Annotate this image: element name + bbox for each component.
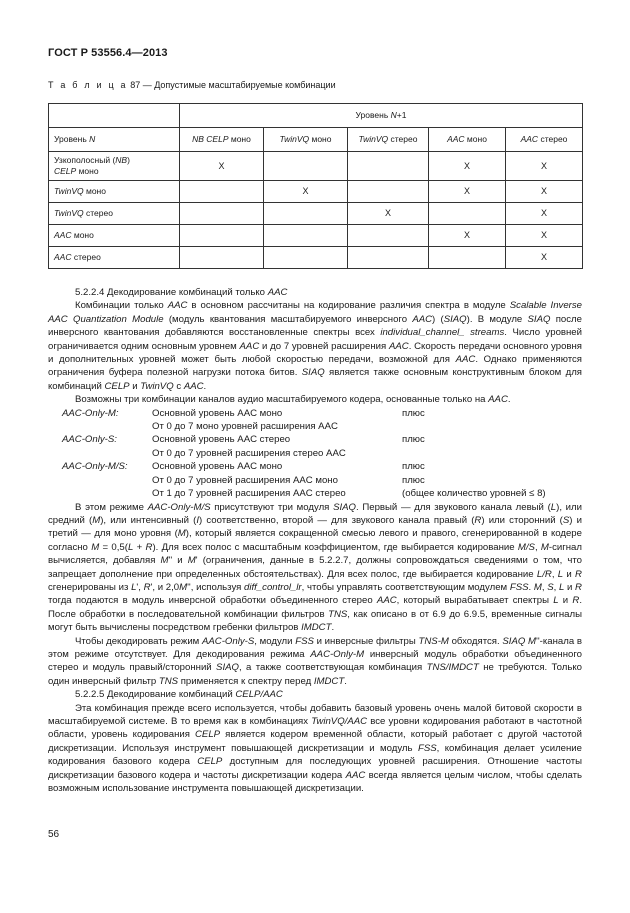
table-row xyxy=(49,247,583,269)
combo-desc: От 0 до 7 уровней расширения AAC моно xyxy=(152,474,338,486)
table-caption xyxy=(48,80,336,90)
section-heading: 5.2.2.5 Декодирование комбинаций CELP/AAC xyxy=(75,689,283,701)
combo-desc: Основной уровень AAC моно xyxy=(152,461,283,473)
paragraph: Комбинации только AAC в основном рассчитаны на кодирование различия спектра в модуле Scalable Inverse AAC Quantization Module (модуль квантования масштабируемого инверсного AAC) (SIAQ). В модуле SIAQ после инверсного квантования добавляются восстановленные спектры всех individual_channel_ streams. Число уровней ограничивается одним основным уровнем AAC и до 7 уровней расширения AAC. Скорость передачи основного уровня и дополнительных уровней может быть любой скоростью передачи, возможной для AAC. Однако применяются ограничения буфера полезной нагрузки потока битов. SIAQ является также основным конструктивным блоком для комбинаций CELP и TwinVQ с AAC. xyxy=(48,300,583,392)
col-header: AAC стерео xyxy=(506,128,583,152)
col-header: AAC моно xyxy=(429,128,506,152)
cell xyxy=(264,225,348,247)
cell xyxy=(180,247,264,269)
document-header: ГОСТ Р 53556.4—2013 xyxy=(48,47,168,59)
combo-key xyxy=(48,447,152,460)
combo-note: (общее количество уровней ≤ 8) xyxy=(402,488,546,500)
table-row xyxy=(49,181,583,203)
table-row xyxy=(49,152,583,181)
cell: X xyxy=(506,152,583,181)
combo-desc: От 0 до 7 моно уровней расширения AAC xyxy=(152,421,338,433)
scalable-combinations-table xyxy=(48,103,583,269)
cell: X xyxy=(506,247,583,269)
combo-desc: От 1 до 7 уровней расширения AAC стерео xyxy=(152,488,346,500)
cell: X xyxy=(506,225,583,247)
table-caption-text: 87 — Допустимые масштабируемые комбинации xyxy=(130,80,336,90)
row-label: TwinVQ моно xyxy=(49,181,180,203)
cell xyxy=(180,181,264,203)
paragraph: Эта комбинация прежде всего используется, чтобы добавить базовый уровень очень малой битовой скорости в масштабируемой системе. В то время как в комбинациях TwinVQ/AAC все уровни кодирования работают в частотной области, уровень кодирования CELP является кодером временной области, который работает с другой частотой дискретизации. Используя инструмент повышающей дискретизации и модуль FSS, комбинация делает усиление кодирования базового кодера CELP доступным для последующих уровней расширения. Отношение частоты дискретизации базового кодера и частоты дискретизации кодера AAC всегда является целым числом, чтобы сделать возможным использование инструмента повышающей дискретизации. xyxy=(48,702,583,795)
combo-note: плюс xyxy=(402,407,425,419)
paragraph: Чтобы декодировать режим AAC-Only-S, модули FSS и инверсные фильтры TNS-M обходятся. SIAQ M''-канала в этом режиме отсутствует. Для декодирования режима AAC-Only-M инверсный модуль обработки объединенного стерео и модуль правый/сторонний SIAQ, а также соответствующая комбинация TNS/IMDCT не требуются. Только один инверсный фильтр TNS применяется к спектру перед IMDCT. xyxy=(48,635,583,687)
col-header: TwinVQ моно xyxy=(264,128,348,152)
cell: X xyxy=(180,152,264,181)
body-text xyxy=(48,286,582,795)
cell: X xyxy=(429,225,506,247)
cell xyxy=(264,152,348,181)
combo-note: плюс xyxy=(402,474,425,486)
cell xyxy=(429,203,506,225)
row-label: TwinVQ стерео xyxy=(49,203,180,225)
cell xyxy=(180,225,264,247)
cell xyxy=(348,225,429,247)
cell: X xyxy=(348,203,429,225)
cell: X xyxy=(506,203,583,225)
table-row xyxy=(49,203,583,225)
table-corner-cell xyxy=(49,104,180,128)
cell xyxy=(180,203,264,225)
row-label: Узкополосный (NB) CELP моно xyxy=(49,152,180,181)
paragraph: В этом режиме AAC-Only-M/S присутствуют три модуля SIAQ. Первый — для звукового канала левый (L), или средний (M), или интенсивный (I) соответственно, второй — для звукового канала правый (R) или сторонний (S) и третий — для моно уровня (M), который является сокращенной смесью левого и правого, сгенерированной в кодере согласно M = 0,5(L + R). Для всех полос с масштабным коэффициентом, где выбирается кодирование M/S, M-сигнал вычисляется, добавляя M'' и M' (ограничения, данные в 5.2.2.7, должны сопровождаться сведениями о том, что запрещает дополнение при определенных обстоятельствах). Для всех полос, где выбирается кодирование L/R, L и R сгенерированы из L', R', и 2,0M'', используя diff_control_lr, чтобы управлять соответствующим модулем FSS. M, S, L и R тогда подаются в модуль инверсной обработки объединенного стерео AAC, который вырабатывает спектры L и R. После обработки в последовательной комбинации фильтров TNS, как описано в от 6.9 до 6.9.5, временные сигналы могут быть вычислены посредством гребенки фильтров IMDCT. xyxy=(48,501,583,634)
combo-note: плюс xyxy=(402,434,425,446)
paragraph: Возможны три комбинации каналов аудио масштабируемого кодера, основанные только на AAC. xyxy=(75,394,511,406)
combo-note: плюс xyxy=(402,461,425,473)
combination-list xyxy=(48,407,582,501)
row-label: AAC моно xyxy=(49,225,180,247)
combo-key xyxy=(48,487,152,500)
combo-key: AAC-Only-M: xyxy=(62,407,119,419)
cell xyxy=(264,203,348,225)
combo-key xyxy=(48,474,152,487)
combo-key xyxy=(48,420,152,433)
combo-key: AAC-Only-M/S: xyxy=(62,461,128,473)
combo-note xyxy=(402,447,582,460)
combo-desc: От 0 до 7 уровней расширения стерео AAC xyxy=(152,447,346,459)
cell: X xyxy=(429,152,506,181)
combo-key: AAC-Only-S: xyxy=(62,434,117,446)
cell xyxy=(348,247,429,269)
table-group-header: Уровень N+1 xyxy=(180,104,583,128)
cell xyxy=(264,247,348,269)
cell xyxy=(348,152,429,181)
section-heading: 5.2.2.4 Декодирование комбинаций только AAC xyxy=(75,287,288,298)
cell xyxy=(429,247,506,269)
cell: X xyxy=(506,181,583,203)
table-row-header: Уровень N xyxy=(49,128,180,152)
cell: X xyxy=(264,181,348,203)
cell xyxy=(348,181,429,203)
page-number: 56 xyxy=(48,829,60,840)
table-caption-prefix: Т а б л и ц а xyxy=(48,80,128,90)
cell: X xyxy=(429,181,506,203)
combo-note xyxy=(402,420,582,433)
col-header: NB CELP моно xyxy=(180,128,264,152)
combo-desc: Основной уровень AAC стерео xyxy=(152,434,291,446)
table-row xyxy=(49,225,583,247)
row-label: AAC стерео xyxy=(49,247,180,269)
col-header: TwinVQ стерео xyxy=(348,128,429,152)
combo-desc: Основной уровень AAC моно xyxy=(152,407,283,419)
